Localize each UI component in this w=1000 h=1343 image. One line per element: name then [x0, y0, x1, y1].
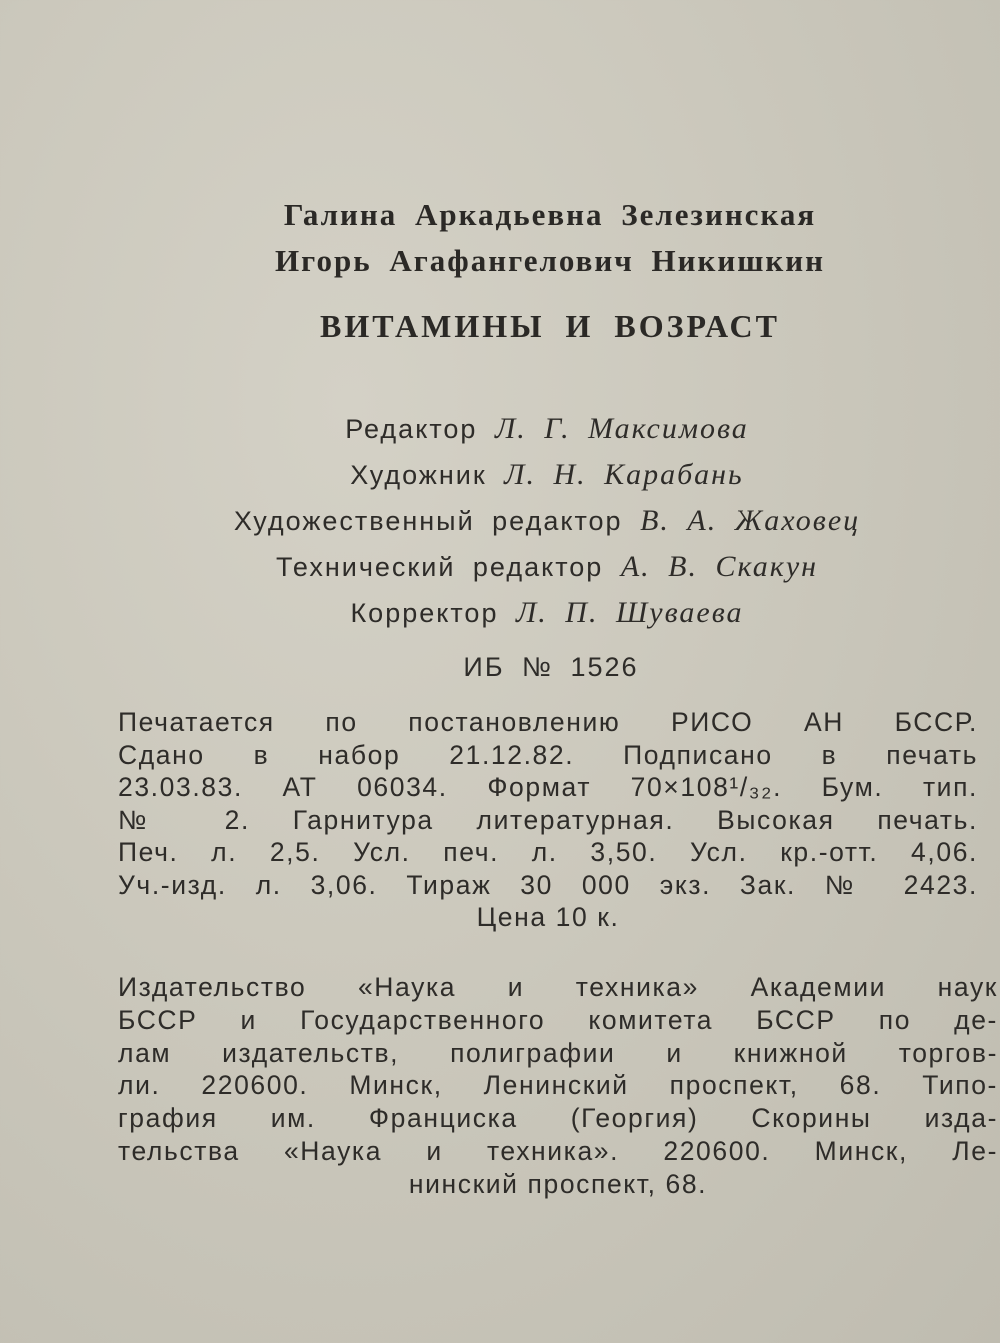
staff-role: Технический редактор [275, 552, 604, 582]
staff-name: Л. П. Шуваева [515, 596, 744, 629]
imprint-block [118, 706, 978, 934]
publisher-block [118, 971, 998, 1201]
staff-row-art-editor [0, 498, 1000, 544]
imprint-line: Печатается по постановлению РИСО АН БССР. [118, 707, 978, 737]
staff-row-editor [0, 406, 1000, 452]
publisher-line: ли. 220600. Минск, Ленинский проспект, 68. Типо- [118, 1070, 998, 1101]
imprint-line: Печ. л. 2,5. Усл. печ. л. 3,50. Усл. кр.-отт. 4,06. [118, 837, 978, 867]
book-title: ВИТАМИНЫ И ВОЗРАСТ [320, 308, 780, 344]
ib-number: ИБ № 1526 [463, 652, 639, 682]
staff-name: Л. Н. Карабань [504, 458, 744, 491]
staff-name: Л. Г. Максимова [494, 412, 749, 445]
publisher-line: тельства «Наука и техника». 220600. Минск, Ле- [118, 1135, 998, 1166]
staff-row-artist [0, 452, 1000, 498]
publisher-line: графия им. Франциска (Георгия) Скорины изда- [118, 1103, 998, 1134]
author-2: Игорь Агафангелович Никишкин [275, 243, 825, 278]
staff-role: Корректор [350, 598, 499, 628]
authors-block [0, 192, 1000, 284]
publisher-last-line: нинский проспект, 68. [408, 1168, 708, 1199]
staff-row-proofreader [0, 590, 1000, 636]
author-1: Галина Аркадьевна Зелезинская [283, 197, 817, 232]
staff-role: Художественный редактор [233, 506, 623, 536]
price-line: Цена 10 к. [476, 902, 620, 932]
publisher-line: Издательство «Наука и техника» Академии наук [118, 972, 998, 1002]
publisher-line: БССР и Государственного комитета БССР по де- [118, 1004, 998, 1035]
staff-name: В. А. Жаховец [640, 504, 861, 537]
imprint-line: Сдано в набор 21.12.82. Подписано в печать [118, 739, 978, 770]
publisher-line: лам издательств, полиграфии и книжной торгов- [118, 1037, 998, 1068]
imprint-line: 23.03.83. АТ 06034. Формат 70×108¹/₃₂. Бум. тип. [118, 772, 978, 802]
imprint-line: Уч.-изд. л. 3,06. Тираж 30 000 экз. Зак. № 2423. [118, 869, 978, 900]
staff-credits [0, 406, 1000, 636]
staff-name: А. В. Скакун [620, 550, 819, 583]
staff-role: Редактор [345, 414, 478, 444]
staff-row-tech-editor [0, 544, 1000, 590]
imprint-line: № 2. Гарнитура литературная. Высокая печать. [118, 804, 978, 835]
staff-role: Художник [350, 460, 487, 490]
